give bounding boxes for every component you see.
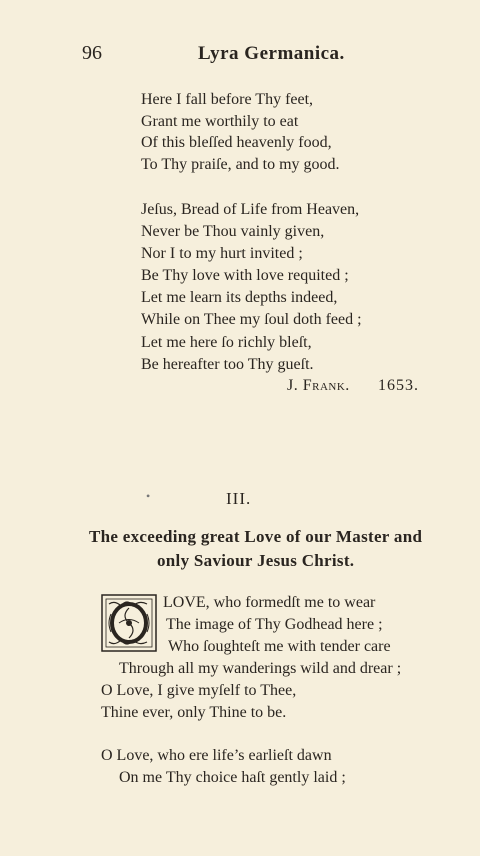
verse-line: Grant me worthily to eat [141,113,299,130]
verse-line: While on Thee my ſoul doth feed ; [141,311,362,328]
verse-line: The image of Thy Godhead here ; [166,616,383,633]
verse-line: Let me here ſo richly bleſt, [141,334,312,351]
attribution-year: 1653. [378,377,419,394]
section-title-line-1: The exceeding great Love of our Master and [89,527,423,546]
verse-line: Thine ever, only Thine to be. [101,704,287,721]
verse-line: On me Thy choice haſt gently laid ; [119,769,346,786]
verse-line: O Love, I give myſelf to Thee, [101,682,297,699]
verse-line: To Thy praiſe, and to my good. [141,156,340,173]
verse-line: Be hereafter too Thy gueſt. [141,356,314,373]
verse-line: Who ſoughteſt me with tender care [168,638,391,655]
dropcap-letter [157,594,158,595]
verse-line: Of this bleſſed heavenly food, [141,134,332,151]
verse-line: Never be Thou vainly given, [141,223,325,240]
verse-line: Jeſus, Bread of Life from Heaven, [141,201,360,218]
book-title: Lyra Germanica. [198,43,345,64]
verse-line: O Love, who ere life’s earlieſt dawn [101,747,332,764]
section-title-line-2: only Saviour Jesus Christ. [157,551,355,570]
page-number: 96 [82,42,102,64]
running-head [0,42,480,68]
verse-line: Let me learn its depths indeed, [141,289,338,306]
verse-line: Through all my wanderings wild and drear ; [119,660,402,677]
print-speck: • [146,489,151,503]
attribution-author: J. Frank. [287,377,350,394]
verse-line: LOVE, who formedſt me to wear [163,594,376,611]
dropcap-ornament-icon [101,594,157,652]
section-number: III. [226,489,252,508]
verse-line: Be Thy love with love requited ; [141,267,349,284]
verse-line: Nor I to my hurt invited ; [141,245,303,262]
verse-line: Here I fall before Thy feet, [141,91,314,108]
ornamental-dropcap [101,594,157,652]
